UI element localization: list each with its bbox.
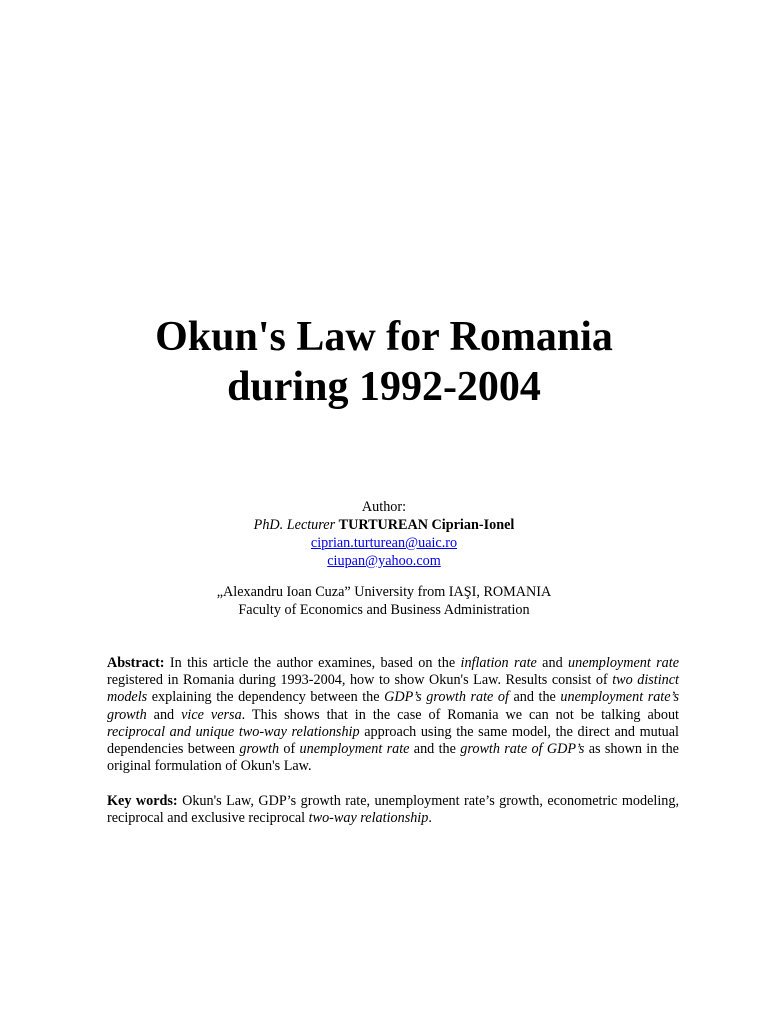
abstract-text-segment: . This shows that in the case of Romania we can not be talking about	[241, 706, 679, 723]
keywords-paragraph	[107, 793, 679, 827]
abstract-text-segment: growth	[239, 741, 280, 758]
email-line-1	[0, 534, 768, 552]
abstract-text-segment: inflation rate	[460, 655, 537, 671]
keywords-text-segment: two-way relationship	[308, 810, 429, 827]
abstract-text-segment: registered in Romania during 1993-2004, how to show Okun's Law. Results consist of	[107, 672, 613, 689]
email-line-2	[0, 552, 768, 570]
abstract-text-segment: and	[536, 655, 569, 671]
keywords-text-segment: Okun's Law, GDP’s growth rate, unemployment rate’s growth, econometric modeling, reciprocal and exclusive reciprocal	[107, 793, 680, 827]
abstract-text-segment: vice versa	[181, 706, 242, 723]
abstract-body	[107, 655, 679, 774]
abstract-text-segment: approach using the same model, the direct and mutual dependencies between	[107, 723, 679, 758]
email-link-secondary[interactable]: ciupan@yahoo.com	[327, 553, 441, 569]
email-link-primary[interactable]: ciprian.turturean@uaic.ro	[310, 535, 458, 551]
abstract-text-segment: explaining the dependency between the	[147, 689, 385, 706]
paper-title	[0, 312, 768, 412]
abstract-text-segment: growth rate of GDP’s	[460, 741, 585, 758]
abstract-text-segment: unemployment rate	[299, 741, 410, 758]
abstract-text-segment: reciprocal and unique two-way relationship	[107, 723, 360, 740]
abstract-text-segment: of	[279, 741, 300, 758]
author-block	[0, 498, 768, 570]
abstract-text-segment: GDP’s growth rate of	[384, 689, 509, 706]
author-label: Author:	[361, 499, 407, 515]
abstract-label: Abstract:	[107, 655, 165, 671]
abstract-text-segment: unemployment rate’s growth	[107, 689, 679, 723]
faculty-name: Faculty of Economics and Business Administration	[238, 602, 530, 618]
abstract-text-segment: as shown in the original formulation of Okun's Law.	[107, 741, 679, 775]
abstract-text-segment: two distinct models	[107, 672, 680, 706]
keywords-body	[107, 793, 679, 826]
affiliation-block	[0, 583, 768, 619]
university-name: „Alexandru Ioan Cuza” University from IAŞI, ROMANIA	[216, 584, 552, 600]
title-line-2: during 1992-2004	[227, 364, 541, 410]
keywords-label: Key words:	[107, 793, 178, 809]
author-name: TURTUREAN Ciprian-Ionel	[338, 517, 515, 533]
author-position: PhD. Lecturer	[253, 517, 336, 533]
author-line	[0, 516, 768, 534]
keywords-text-segment: .	[428, 810, 432, 827]
abstract-paragraph	[107, 655, 679, 775]
abstract-text-segment: unemployment rate	[568, 655, 680, 671]
abstract-text-segment: In this article the author examines, based on the	[164, 655, 461, 671]
abstract-text-segment: and the	[409, 741, 461, 758]
abstract-text-segment: and the	[508, 689, 561, 706]
abstract-text-segment: and	[146, 706, 182, 723]
title-line-1: Okun's Law for Romania	[155, 314, 613, 360]
